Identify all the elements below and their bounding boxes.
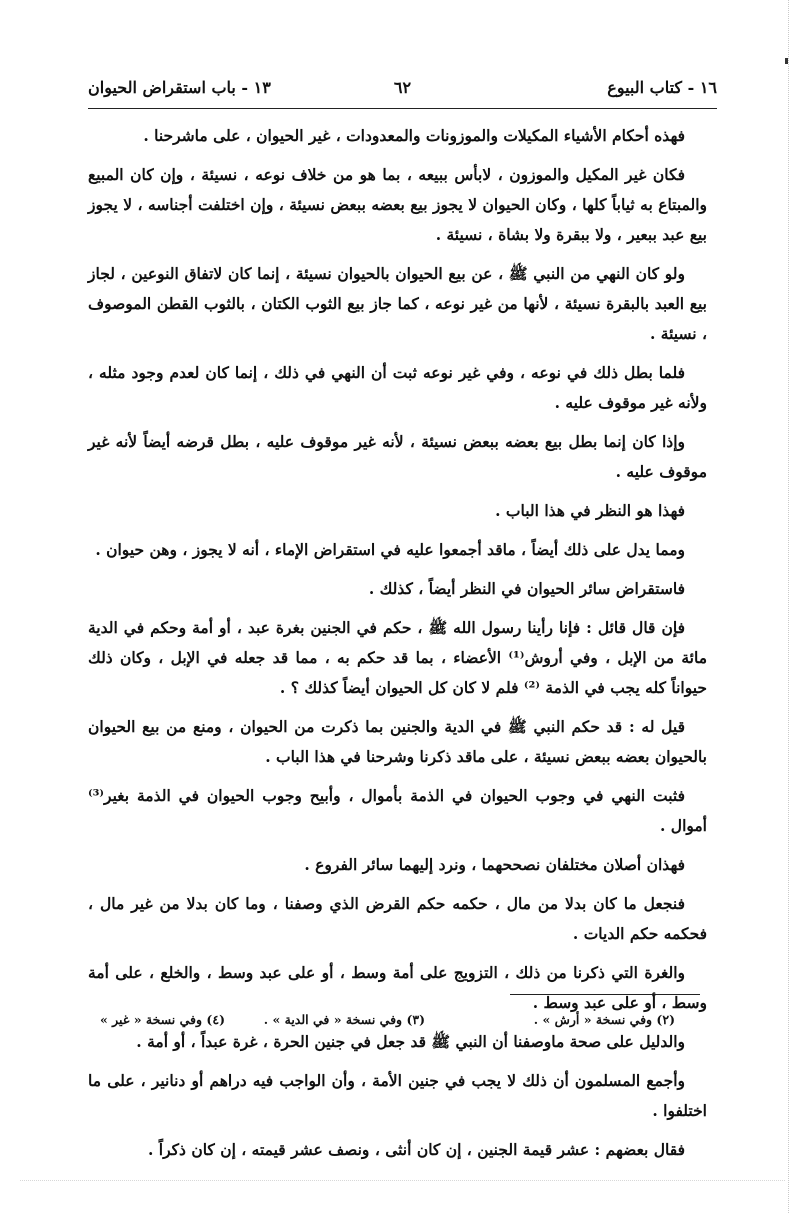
paragraph: ولو كان النهي من النبي ﷺ ، عن بيع الحيوان بالحيوان نسيئة ، إنما كان لاتفاق النوعين ، لجاز بيع العبد بالبقرة نسيئة ، لأنها من غير نوعه ، كما جاز بيع الثوب الكتان ، بالثوب القطن الموصوف ، نسيئة . [88, 264, 707, 343]
paragraph: فقال بعضهم : عشر قيمة الجنين ، إن كان أنثى ، ونصف عشر قيمته ، إن كان ذكراً . [147, 1140, 685, 1159]
paragraph: وإذا كان إنما بطل بيع بعضه ببعض نسيئة ، لأنه غير موقوف عليه ، بطل قرضه أيضاً لأنه غير موقوف عليه . [88, 432, 707, 481]
scan-bottom-edge [20, 1180, 785, 1181]
paragraph: ومما يدل على ذلك أيضاً ، ماقد أجمعوا عليه في استقراض الإماء ، أنه لا يجوز ، وهن حيوان . [95, 540, 685, 559]
paragraph: والغرة التي ذكرنا من ذلك ، التزويج على أمة وسط ، أو على عبد وسط ، والخلع ، على أمة وسط ، أو على عبد وسط . [88, 963, 707, 1012]
header-book-title: ١٦ - كتاب البيوع [607, 78, 717, 97]
paragraph: فثبت النهي في وجوب الحيوان في الذمة بأموال ، وأبيح وجوب الحيوان في الذمة بغير⁽³⁾ أموال . [88, 786, 707, 835]
paragraph: فكان غير المكيل والموزون ، لابأس ببيعه ، بما هو من خلاف نوعه ، نسيئة ، وإن كان المبيع والمبتاع به ثياباً كلها ، وكان الحيوان لا يجوز بيع بعضه ببعض نسيئة ، وإن اختلفت أجناسه ، لا يجوز بيع عبد ببعير ، ولا ببقرة ولا بشاة ، نسيئة . [88, 165, 707, 244]
scan-edge-line [787, 0, 789, 1213]
paragraph: فنجعل ما كان بدلا من مال ، حكمه حكم القرض الذي وصفنا ، وما كان بدلا من غير مال ، فحكمه حكم الديات . [88, 894, 707, 943]
paragraph: فإن قال قائل : فإنا رأينا رسول الله ﷺ ، حكم في الجنين بغرة عبد ، أو أمة وحكم في الدية مائة من الإبل ، وفي أروش⁽¹⁾ الأعضاء ، بما قد حكم به ، مما قد جعله في الإبل ، وكان ذلك حيواناً كله يجب في الذمة ⁽²⁾ فلم لا كان كل الحيوان أيضاً كذلك ؟ . [88, 618, 707, 697]
paragraph: والدليل على صحة ماوصفنا أن النبي ﷺ قد جعل في جنين الحرة ، غرة عبداً ، أو أمة . [136, 1032, 685, 1051]
paragraph: فهذا هو النظر في هذا الباب . [495, 501, 685, 520]
scan-mark [785, 58, 788, 64]
header-rule [88, 108, 717, 109]
paragraph: فلما بطل ذلك في نوعه ، وفي غير نوعه ثبت أن النهي في ذلك ، إنما كان لعدم وجود مثله ، ولأنه غير موقوف عليه . [88, 363, 707, 412]
footnote-rule [510, 994, 700, 995]
paragraph: فهذه أحكام الأشياء المكيلات والموزونات والمعدودات ، غير الحيوان ، على ماشرحنا . [143, 126, 685, 145]
footnote-4: (٤) وفي نسخة « غير » [100, 1012, 225, 1027]
paragraph: فاستقراض سائر الحيوان في النظر أيضاً ، كذلك . [368, 579, 685, 598]
header-chapter-title: ١٣ - باب استقراض الحيوان [88, 78, 271, 97]
running-header [88, 76, 717, 102]
page-number: ٦٢ [393, 78, 412, 97]
footnotes [100, 1012, 675, 1034]
paragraph: وأجمع المسلمون أن ذلك لا يجب في جنين الأمة ، وأن الواجب فيه دراهم أو دنانير ، على ما اختلفوا . [88, 1071, 707, 1120]
footnote-2: (٢) وفي نسخة « أرش » . [533, 1012, 675, 1027]
footnote-3: (٣) وفي نسخة « في الدية » . [263, 1012, 425, 1027]
paragraph: قيل له : قد حكم النبي ﷺ في الدية والجنين بما ذكرت من الحيوان ، ومنع من بيع الحيوان بالحيوان بعضه ببعض نسيئة ، على ماقد ذكرنا وشرحنا في هذا الباب . [88, 717, 707, 766]
paragraph: فهذان أصلان مختلفان نصححهما ، ونرد إليهما سائر الفروع . [304, 855, 685, 874]
